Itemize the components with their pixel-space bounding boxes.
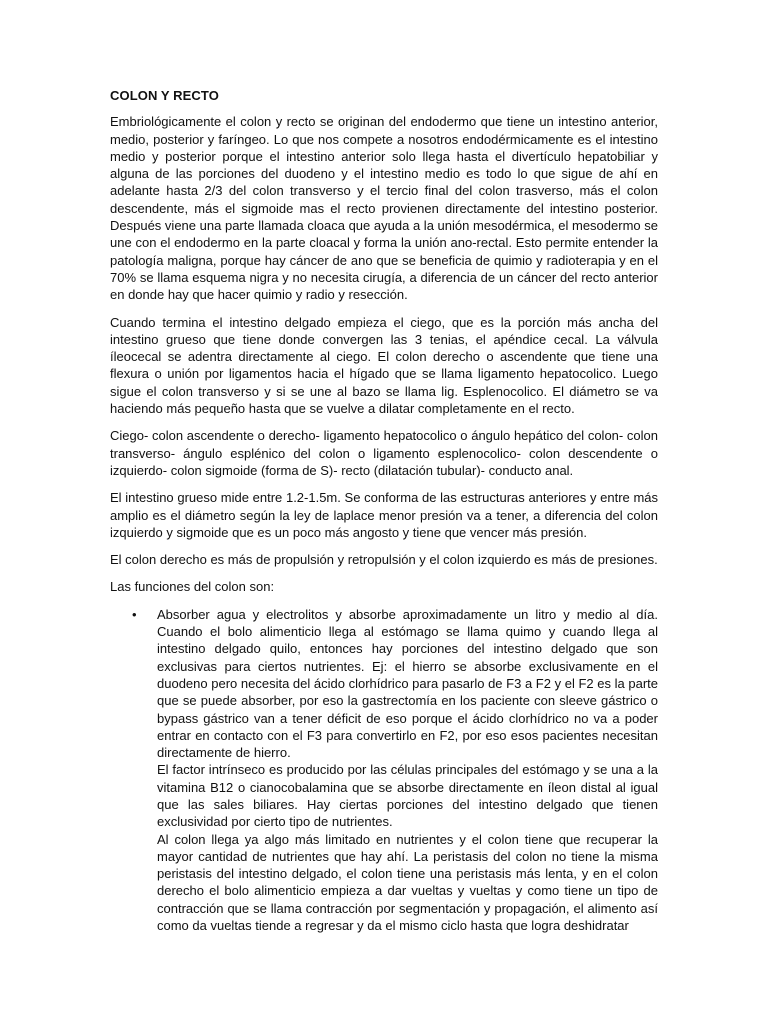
bullet-paragraph-colon-peristalsis: Al colon llega ya algo más limitado en nutrientes y el colon tiene que recuperar la mayor cantidad de nutrientes que hay ahí. La peristasis del colon no tiene la misma peristasis del intestino delgado, el colon tiene una peristasis más lenta, y en el colon derecho el bolo alimenticio empieza a dar vueltas y vueltas y como tiene un tipo de contracción que se llama contracción por segmentación y propagación, el alimento así como da vueltas tiende a regresar y da el mismo ciclo hasta que logra deshidratar bbox=[157, 831, 658, 934]
paragraph-propulsion: El colon derecho es más de propulsión y retropulsión y el colon izquierdo es más de presiones. bbox=[110, 552, 658, 568]
bullet-paragraph-absorption: Absorber agua y electrolitos y absorbe aproximadamente un litro y medio al día. Cuando el bolo alimenticio llega al estómago se llama quimo y cuando llega al intestino delgado quilo, entonces hay porciones del intestino delgado que son exclusivas para ciertos nutrientes. Ej: el hierro se absorbe exclusivamente en el duodeno pero necesita del ácido clorhídrico para pasarlo de F3 a F2 y el F2 es la parte que se puede absorber, por eso la gastrectomía en los paciente con sleeve gástrico o bypass gástrico van a tener déficit de eso porque el ácido clorhídrico no va a poder entrar en contacto con el F3 para convertirlo en F2, por eso esos pacientes necesitan directamente de hierro. bbox=[157, 606, 658, 761]
paragraph-sequence: Ciego- colon ascendente o derecho- ligamento hepatocolico o ángulo hepático del colon- colon transverso- ángulo esplénico del colon o ligamento esplenocolico- colon descendente o izquierdo- colon sigmoide (forma de S)- recto (dilatación tubular)- conducto anal. bbox=[110, 428, 658, 478]
list-item bbox=[110, 606, 658, 935]
functions-list bbox=[110, 606, 658, 935]
bullet-paragraph-intrinsic-factor: El factor intrínseco es producido por las células principales del estómago y se una a la vitamina B12 o cianocobalamina que se absorbe directamente en íleon distal al igual que las sales biliares. Hay ciertas porciones del intestino delgado que tienen exclusividad por cierto tipo de nutrientes. bbox=[157, 762, 658, 830]
bullet-icon: • bbox=[132, 606, 137, 622]
paragraph-embryology: Embriológicamente el colon y recto se originan del endodermo que tiene un intestino anterior, medio, posterior y faríngeo. Lo que nos compete a nosotros endodérmicamente es el intestino medio y posterior porque el intestino anterior solo llega hasta el divertículo hepatobiliar y alguna de las porciones del duodeno y el intestino medio es todo lo que sigue de ahí en adelante hasta 2/3 del colon transverso y el tercio final del colon trasverso, más el colon descendente, más el sigmoide mas el recto provienen directamente del intestino posterior. Después viene una parte llamada cloaca que ayuda a la unión mesodérmica, el mesodermo se une con el endodermo en la parte cloacal y forma la unión ano-rectal. Esto permite entender la patología maligna, porque hay cáncer de ano que se beneficia de quimio y radioterapia y en el 70% se llama esquema nigra y no necesita cirugía, a diferencia de un cáncer del recto anterior en donde hay que hacer quimio y radio y resección. bbox=[110, 114, 658, 303]
document-title: COLON Y RECTO bbox=[110, 88, 219, 103]
paragraph-length: El intestino grueso mide entre 1.2-1.5m. Se conforma de las estructuras anteriores y entre más amplio es el diámetro según la ley de laplace menor presión va a tener, a diferencia del colon izquierdo y sigmoide que es un poco más angosto y tiene que vencer más presión. bbox=[110, 490, 658, 540]
document-body bbox=[110, 87, 658, 934]
paragraph-functions-heading: Las funciones del colon son: bbox=[110, 579, 275, 595]
paragraph-anatomy: Cuando termina el intestino delgado empieza el ciego, que es la porción más ancha del intestino grueso que tiene donde convergen las 3 tenias, el apéndice cecal. La válvula íleocecal se adentra directamente al ciego. El colon derecho o ascendente que tiene una flexura o unión por ligamentos hacia el hígado que se llama ligamento hepatocolico. Luego sigue el colon transverso y si se une al bazo se llama lig. Esplenocolico. El diámetro se va haciendo más pequeño hasta que se vuelve a dilatar completamente en el recto. bbox=[110, 314, 658, 417]
